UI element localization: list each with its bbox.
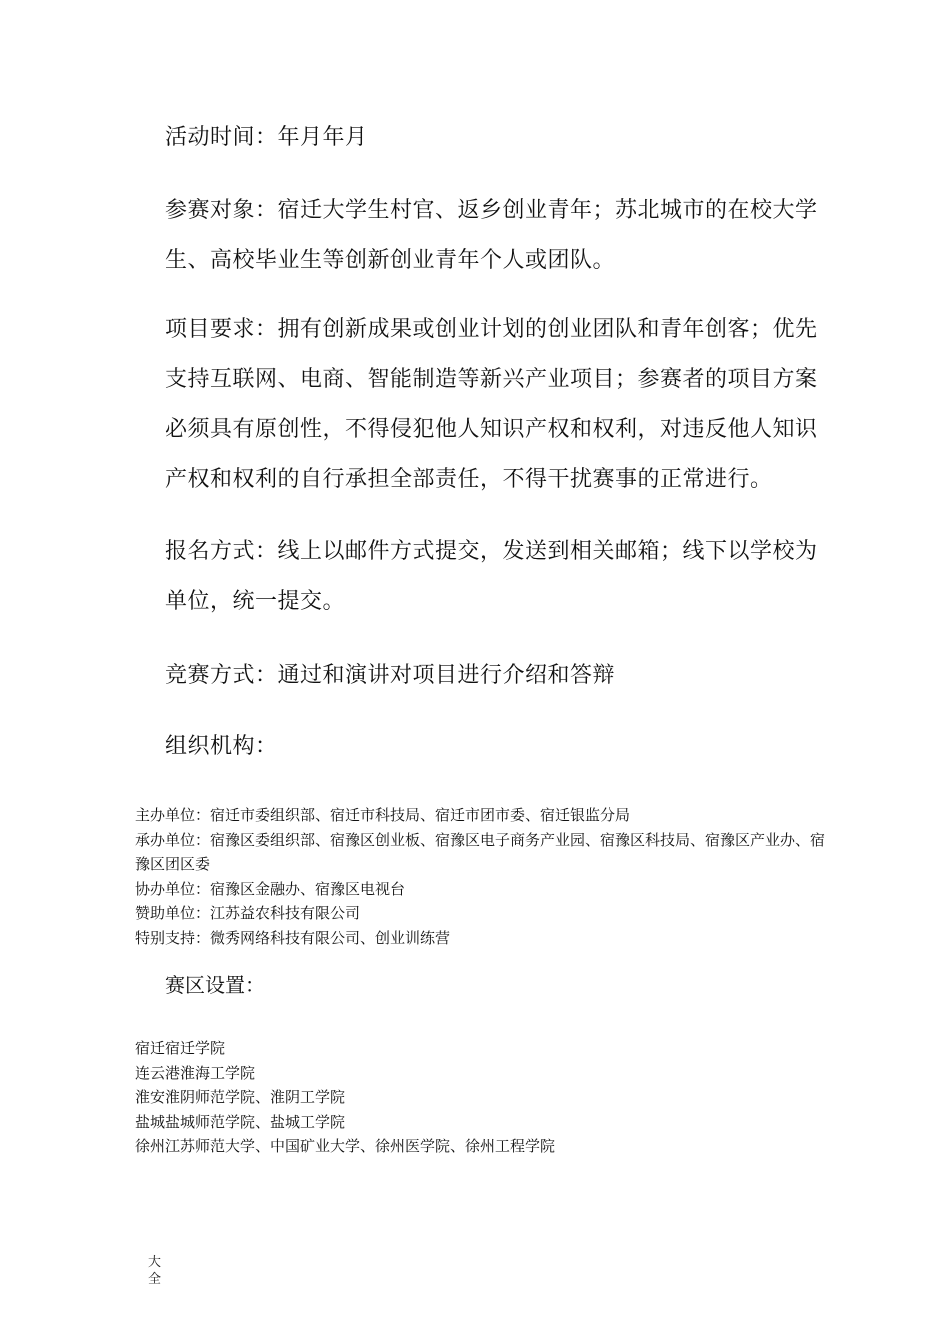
sponsor-unit: 赞助单位：江苏益农科技有限公司 — [135, 904, 361, 923]
special-support: 特别支持：微秀网络科技有限公司、创业训练营 — [135, 928, 451, 947]
divisions-heading: 赛区设置： — [165, 973, 265, 997]
organizer-list — [135, 803, 825, 951]
project-requirements: 项目要求：拥有创新成果或创业计划的创业团队和青年创客；优先支持互联网、电商、智能制造等新兴产业项目；参赛者的项目方案必须具有原创性，不得侵犯他人知识产权和权利，对违反他人知识产权和权利的自行承担全部责任，不得干扰赛事的正常进行。 — [165, 317, 818, 492]
division-item: 盐城盐城师范学院、盐城工学院 — [135, 1112, 346, 1131]
division-item: 连云港淮海工学院 — [135, 1063, 256, 1082]
division-item: 淮安淮阴师范学院、淮阴工学院 — [135, 1088, 346, 1107]
footer-label: 大全 — [148, 1255, 162, 1287]
organization-heading: 组织机构： — [165, 734, 278, 759]
division-list — [135, 1036, 825, 1159]
activity-time: 活动时间：年月年月 — [165, 125, 368, 150]
competition-format: 竞赛方式：通过和演讲对项目进行介绍和答辩 — [165, 663, 616, 688]
division-item: 宿迁宿迁学院 — [135, 1039, 226, 1057]
undertaker-unit: 承办单位：宿豫区委组织部、宿豫区创业板、宿豫区电子商务产业园、宿豫区科技局、宿豫区产业办、宿豫区团区委 — [135, 830, 826, 874]
host-unit: 主办单位：宿迁市委组织部、宿迁市科技局、宿迁市团市委、宿迁银监分局 — [135, 806, 631, 824]
co-organizer-unit: 协办单位：宿豫区金融办、宿豫区电视台 — [135, 879, 406, 898]
participants: 参赛对象：宿迁大学生村官、返乡创业青年；苏北城市的在校大学生、高校毕业生等创新创业青年个人或团队。 — [165, 198, 818, 273]
division-item: 徐州江苏师范大学、中国矿业大学、徐州医学院、徐州工程学院 — [135, 1137, 556, 1156]
registration-method: 报名方式：线上以邮件方式提交，发送到相关邮箱；线下以学校为单位，统一提交。 — [165, 539, 818, 614]
